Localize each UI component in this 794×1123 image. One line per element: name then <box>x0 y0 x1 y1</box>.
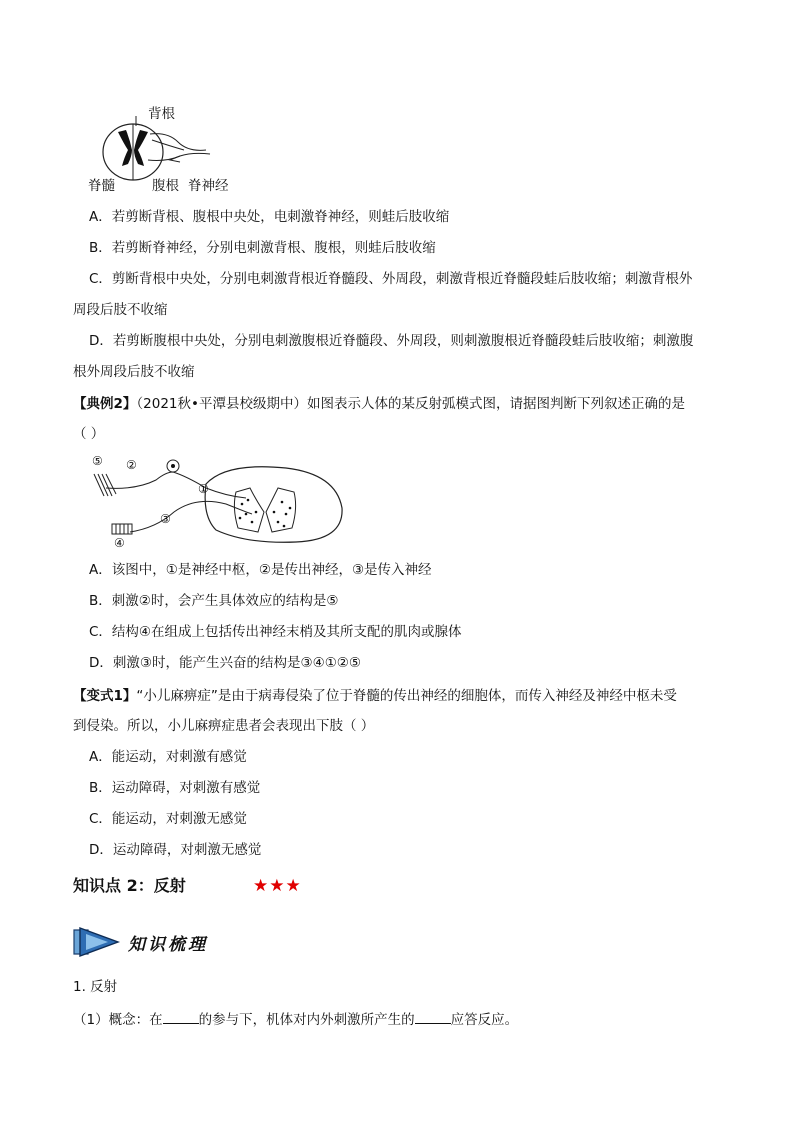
q1-option-c-line2: 周段后肢不收缩 <box>73 302 168 318</box>
q1-option-a: A．若剪断背根、腹根中央处，电刺激脊神经，则蛙后肢收缩 <box>89 209 450 225</box>
fill-blank-2[interactable] <box>415 1009 451 1024</box>
spinal-cord-diagram <box>88 102 248 194</box>
example2-stem-line2: （ ） <box>73 426 105 442</box>
variant1-option-b: B．运动障碍，对刺激有感觉 <box>89 780 261 796</box>
concept-middle: 的参与下，机体对内外刺激所产生的 <box>198 1012 415 1028</box>
q1-option-c-line1: C．剪断背根中央处，分别电刺激背根近脊髓段、外周段，刺激背根近脊髓段蛙后肢收缩；刺激背根外 <box>89 271 693 287</box>
label-dorsal-root: 背根 <box>148 106 175 122</box>
variant1-option-c: C．能运动，对刺激无感觉 <box>89 811 247 827</box>
example2-stem-text: （2021秋•平潭县校级期中）如图表示人体的某反射弧模式图，请据图判断下列叙述正确的是 <box>136 396 685 412</box>
knowledge-banner-label: 知识梳理 <box>128 935 208 955</box>
diagram2-label-1: ① <box>198 482 209 496</box>
example2-tag: 【典例2】 <box>73 396 137 412</box>
reflex-arc-diagram <box>86 452 356 554</box>
diagram2-label-3: ③ <box>160 512 171 526</box>
q1-option-b: B．若剪断脊神经，分别电刺激背根、腹根，则蛙后肢收缩 <box>89 240 436 256</box>
variant1-option-a: A．能运动，对刺激有感觉 <box>89 749 247 765</box>
variant1-tag: 【变式1】 <box>73 688 137 704</box>
fill-blank-1[interactable] <box>163 1009 199 1024</box>
variant1-stem-line2: 到侵染。所以，小儿麻痹症患者会表现出下肢（ ） <box>73 718 375 734</box>
label-ventral-root: 腹根 <box>152 178 179 194</box>
knowledge-point-title: 知识点 2：反射 <box>73 876 186 895</box>
concept-suffix: 应答反应。 <box>450 1012 519 1028</box>
knowledge-banner <box>70 922 230 962</box>
example2-option-c: C．结构④在组成上包括传出神经末梢及其所支配的肌肉或腺体 <box>89 624 462 640</box>
variant1-option-d: D．运动障碍，对刺激无感觉 <box>89 842 262 858</box>
diagram2-label-2: ② <box>126 458 137 472</box>
variant1-stem <box>73 686 677 706</box>
example2-stem <box>73 394 685 414</box>
concept-prefix: （1）概念：在 <box>73 1012 163 1028</box>
difficulty-stars: ★★★ <box>253 876 302 896</box>
play-arrow-icon <box>70 924 122 960</box>
label-spinal-nerve: 脊神经 <box>188 178 229 194</box>
diagram2-label-4: ④ <box>114 536 125 550</box>
q1-option-d-line1: D．若剪断腹根中央处，分别电刺激腹根近脊髓段、外周段，则刺激腹根近脊髓段蛙后肢收缩；刺激腹 <box>89 333 694 349</box>
example2-option-a: A．该图中，①是神经中枢，②是传出神经，③是传入神经 <box>89 562 432 578</box>
knowledge-concept <box>73 1009 518 1030</box>
q1-option-d-line2: 根外周段后肢不收缩 <box>73 364 195 380</box>
label-spinal-cord: 脊髓 <box>88 178 115 194</box>
diagram2-label-5: ⑤ <box>92 454 103 468</box>
variant1-stem-text: “小儿麻痹症”是由于病毒侵染了位于脊髓的传出神经的细胞体，而传入神经及神经中枢未受 <box>136 688 677 704</box>
knowledge-item-1: 1. 反射 <box>73 979 118 995</box>
example2-option-b: B．刺激②时，会产生具体效应的结构是⑤ <box>89 593 339 609</box>
example2-option-d: D．刺激③时，能产生兴奋的结构是③④①②⑤ <box>89 655 362 671</box>
